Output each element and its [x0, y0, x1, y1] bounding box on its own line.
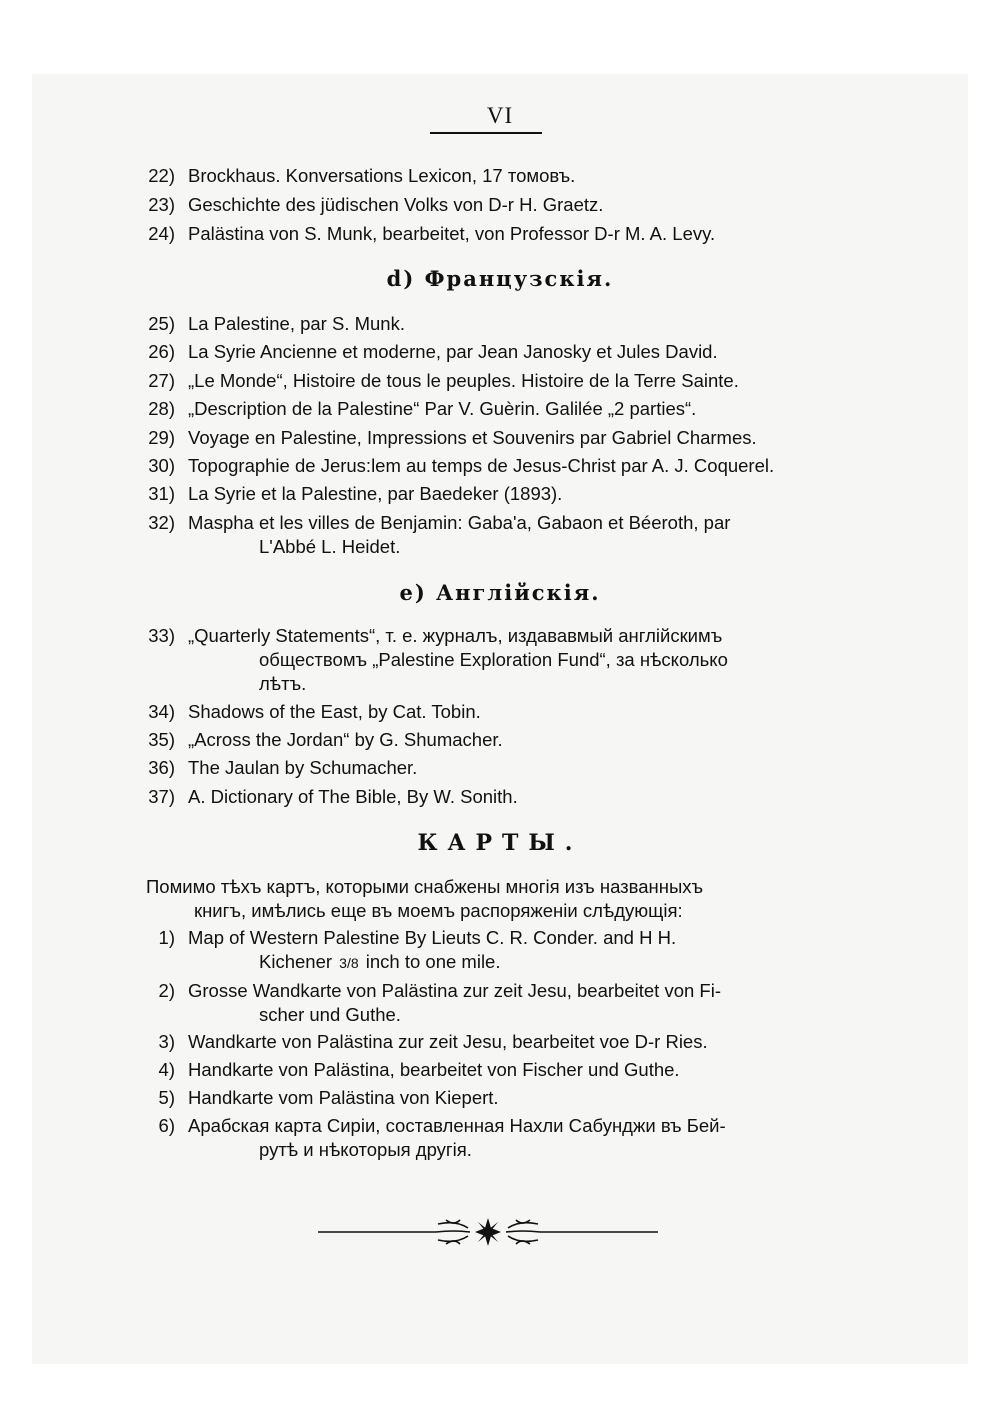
item-text-continuation: scher und Guthe. [259, 1004, 401, 1025]
item-text: „Quarterly Statements“, т. е. журналъ, издававмый англійскимъ [188, 625, 723, 646]
section-heading-maps: КАРТЫ. [417, 830, 583, 856]
item-text: Maspha et les villes de Benjamin: Gaba'a, Gabaon et Béeroth, par [188, 512, 731, 533]
item-number: 6) [158, 1115, 175, 1136]
item-number: 5) [158, 1087, 175, 1108]
item-text: „Le Monde“, Histoire de tous le peuples. Histoire de la Terre Sainte. [188, 370, 739, 391]
item-number: 27) [148, 370, 175, 391]
item-number: 32) [148, 512, 175, 533]
item-text: „Description de la Palestine“ Par V. Guèrin. Galilée „2 parties“. [188, 398, 697, 419]
item-number: 23) [148, 194, 175, 215]
item-text: Grosse Wandkarte von Palästina zur zeit Jesu, bearbeitet von Fi- [188, 980, 721, 1001]
item-text: Geschichte des jüdischen Volks von D-r H. Graetz. [188, 194, 604, 215]
item-number: 1) [158, 927, 175, 948]
item-text: La Syrie Ancienne et moderne, par Jean Janosky et Jules David. [188, 341, 718, 362]
item-text: La Palestine, par S. Munk. [188, 313, 405, 334]
item-number: 35) [148, 729, 175, 750]
item-text-continuation: L'Abbé L. Heidet. [259, 536, 401, 557]
item-number: 26) [148, 341, 175, 362]
item-text: La Syrie et la Palestine, par Baedeker (1893). [188, 483, 563, 504]
item-text-continuation: лѣтъ. [259, 673, 307, 694]
item-text: „Across the Jordan“ by G. Shumacher. [188, 729, 503, 750]
item-text: Wandkarte von Palästina zur zeit Jesu, bearbeitet voe D-r Ries. [188, 1031, 708, 1052]
page-number-rule [430, 132, 542, 134]
item-number: 36) [148, 757, 175, 778]
section-heading-french: d) Французскія. [386, 266, 614, 291]
item-text: Handkarte vom Palästina von Kiepert. [188, 1087, 499, 1108]
item-number: 28) [148, 398, 175, 419]
item-number: 29) [148, 427, 175, 448]
item-text: Brockhaus. Konversations Lexicon, 17 томовъ. [188, 165, 576, 186]
item-text: Shadows of the East, by Cat. Tobin. [188, 701, 481, 722]
item-text-continuation [259, 950, 500, 975]
item-text: Map of Western Palestine By Lieuts C. R. Conder. and H H. [188, 927, 677, 948]
fraction: 3/8 [339, 955, 359, 971]
item-number: 31) [148, 483, 175, 504]
intro-text: Помимо тѣхъ картъ, которыми снабжены многія изъ названныхъ [146, 876, 704, 897]
page-number: VI [486, 103, 514, 128]
item-text-continuation: рутѣ и нѣкоторыя другія. [259, 1139, 472, 1160]
item-number: 30) [148, 455, 175, 476]
item-number: 37) [148, 786, 175, 807]
item-text: Handkarte von Palästina, bearbeitet von Fischer und Guthe. [188, 1059, 680, 1080]
item-text-continuation: обществомъ „Palestine Exploration Fund“, за нѣсколько [259, 649, 728, 670]
item-number: 34) [148, 701, 175, 722]
continuation-text-post: inch to one mile. [365, 951, 501, 972]
item-number: 4) [158, 1059, 175, 1080]
item-text: Palästina von S. Munk, bearbeitet, von Professor D-r M. A. Levy. [188, 223, 716, 244]
intro-text-continuation: книгъ, имѣлись еще въ моемъ распоряженіи слѣдующія: [194, 900, 683, 921]
item-number: 2) [158, 980, 175, 1001]
item-text: Voyage en Palestine, Impressions et Souvenirs par Gabriel Charmes. [188, 427, 757, 448]
item-text: Topographie de Jerus:lem au temps de Jesus-Christ par A. J. Coquerel. [188, 455, 775, 476]
item-number: 33) [148, 625, 175, 646]
ornament-divider-icon [318, 1212, 658, 1252]
item-text: Арабская карта Сиріи, составленная Нахли Сабунджи въ Бей- [188, 1115, 726, 1136]
item-text: The Jaulan by Schumacher. [188, 757, 418, 778]
continuation-text-pre: Kichener [259, 951, 333, 972]
item-number: 3) [158, 1031, 175, 1052]
item-text: A. Dictionary of The Bible, By W. Sonith. [188, 786, 518, 807]
item-number: 22) [148, 165, 175, 186]
section-heading-english: e) Англійскія. [399, 580, 601, 605]
item-number: 24) [148, 223, 175, 244]
item-number: 25) [148, 313, 175, 334]
